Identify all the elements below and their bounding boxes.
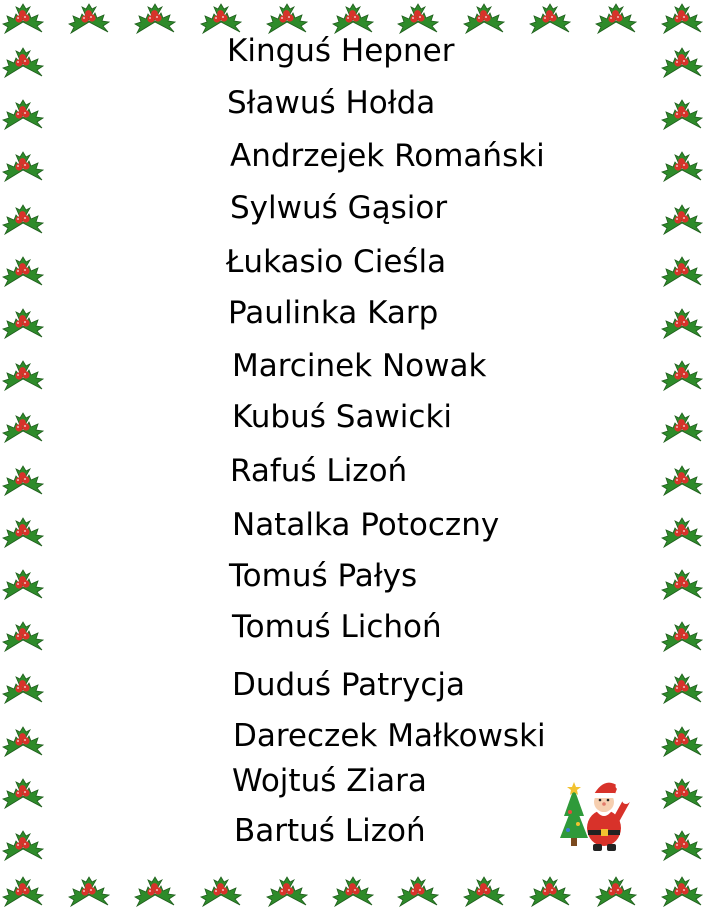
name-item: Paulinka Karp — [228, 295, 439, 331]
name-item: Dareczek Małkowski — [233, 718, 546, 754]
name-item: Bartuś Lizoń — [234, 813, 426, 849]
name-item: Rafuś Lizoń — [230, 453, 408, 489]
name-item: Duduś Patrycja — [232, 667, 466, 703]
name-item: Sławuś Hołda — [227, 85, 436, 121]
name-item: Andrzejek Romański — [230, 138, 545, 174]
name-item: Marcinek Nowak — [232, 348, 487, 384]
name-item: Tomuś Lichoń — [232, 609, 442, 645]
name-item: Wojtuś Ziara — [232, 763, 427, 799]
name-item: Sylwuś Gąsior — [230, 190, 448, 226]
name-item: Łukasio Cieśla — [226, 244, 447, 280]
name-item: Kinguś Hepner — [227, 33, 455, 69]
santa-claus-icon — [560, 772, 632, 854]
name-item: Tomuś Pałys — [229, 558, 418, 594]
name-item: Natalka Potoczny — [232, 507, 500, 543]
name-item: Kubuś Sawicki — [232, 399, 453, 435]
